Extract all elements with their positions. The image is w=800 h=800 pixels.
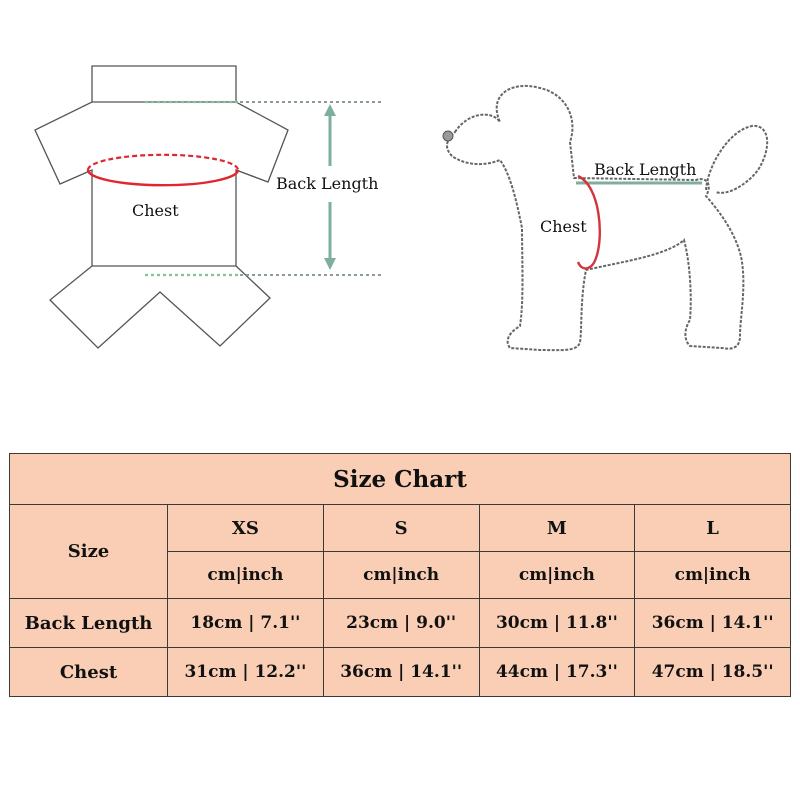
- back-length-s: 23cm | 9.0'': [323, 599, 479, 648]
- size-chart-table: [9, 453, 791, 697]
- back-length-xs: 18cm | 7.1'': [168, 599, 324, 648]
- back-length-row-label: Back Length: [10, 599, 168, 648]
- size-xs: XS: [168, 505, 324, 552]
- size-s: S: [323, 505, 479, 552]
- chest-l: 47cm | 18.5'': [635, 648, 791, 697]
- unit-xs: cm|inch: [168, 552, 324, 599]
- size-chart-title: Size Chart: [10, 454, 791, 505]
- shirt-chest-label: Chest: [132, 201, 179, 220]
- back-length-m: 30cm | 11.8'': [479, 599, 635, 648]
- dog-nose-icon: [443, 131, 453, 141]
- chest-row: [10, 648, 791, 697]
- dog-outline: [447, 86, 767, 350]
- size-m: M: [479, 505, 635, 552]
- shirt-back-length-label: Back Length: [276, 174, 379, 193]
- size-chart-title-row: [10, 454, 791, 505]
- chest-xs: 31cm | 12.2'': [168, 648, 324, 697]
- unit-m: cm|inch: [479, 552, 635, 599]
- size-name-row: [10, 505, 791, 552]
- dog-back-length-label: Back Length: [594, 160, 697, 179]
- chest-s: 36cm | 14.1'': [323, 648, 479, 697]
- unit-l: cm|inch: [635, 552, 791, 599]
- size-l: L: [635, 505, 791, 552]
- back-length-row: [10, 599, 791, 648]
- chest-m: 44cm | 17.3'': [479, 648, 635, 697]
- dog-chest-label: Chest: [540, 217, 587, 236]
- size-header: Size: [10, 505, 168, 599]
- chest-row-label: Chest: [10, 648, 168, 697]
- shirt-chest-measure: [88, 155, 238, 185]
- unit-s: cm|inch: [323, 552, 479, 599]
- back-length-l: 36cm | 14.1'': [635, 599, 791, 648]
